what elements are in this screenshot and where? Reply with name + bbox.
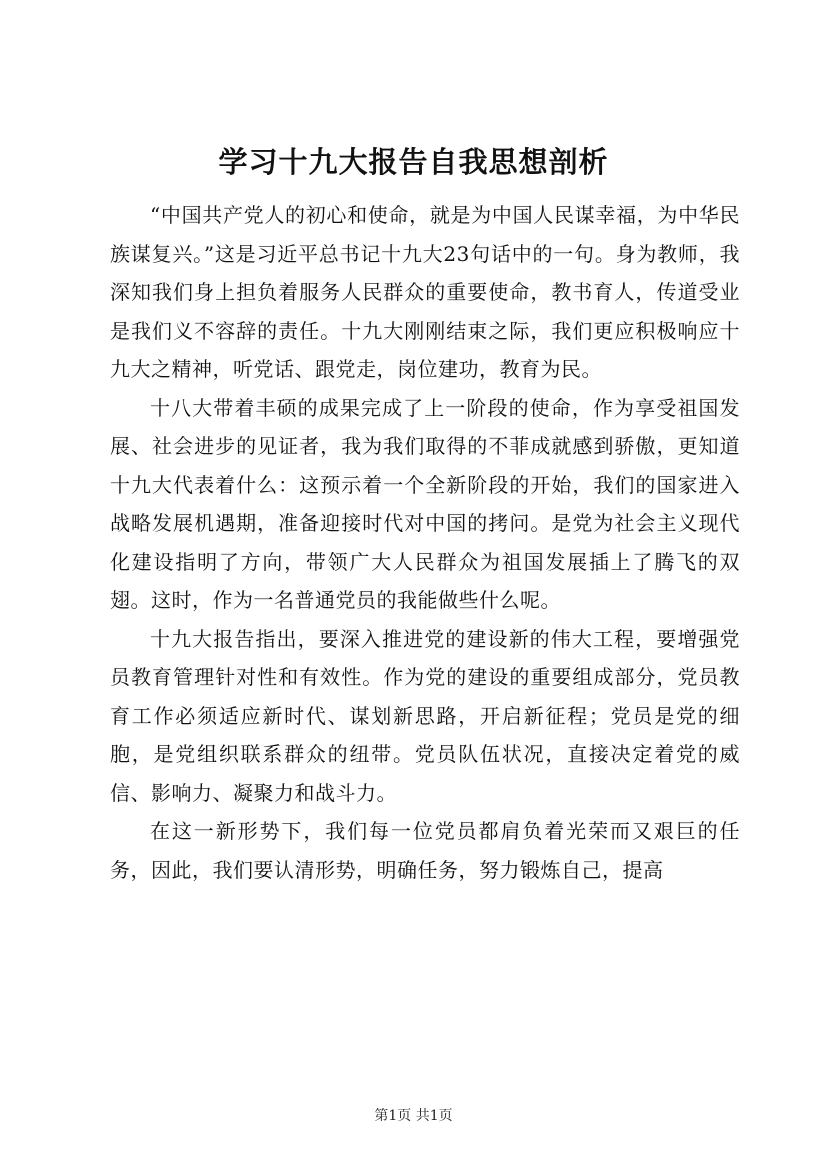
paragraph-3: 十九大报告指出，要深入推进党的建设新的伟大工程，要增强党员教育管理针对性和有效性。作为党的建设的重要组成部分，党员教育工作必须适应新时代、谋划新思路，开启新征程；党员是党的细胞，是党组织联系群众的纽带。党员队伍状况，直接决定着党的威信、影响力、凝聚力和战斗力。 [110, 626, 740, 805]
paragraph-2: 十八大带着丰硕的成果完成了上一阶段的使命，作为享受祖国发展、社会进步的见证者，我为我们取得的不菲成就感到骄傲，更知道十九大代表着什么：这预示着一个全新阶段的开始，我们的国家进入战略发展机遇期，准备迎接时代对中国的拷问。是党为社会主义现代化建设指明了方向，带领广大人民群众为祖国发展插上了腾飞的双翅。这时，作为一名普通党员的我能做些什么呢。 [110, 395, 740, 612]
paragraph-1: “中国共产党人的初心和使命，就是为中国人民谋幸福，为中华民族谋复兴。”这是习近平总书记十九大23句话中的一句。身为教师，我深知我们身上担负着服务人民群众的重要使命，教书育人，传道受业是我们义不容辞的责任。十九大刚刚结束之际，我们更应积极响应十九大之精神，听党话、跟党走，岗位建功，教育为民。 [110, 203, 740, 381]
page-number-footer: 第1页 共1页 [374, 1108, 453, 1124]
paragraph-4: 在这一新形势下，我们每一位党员都肩负着光荣而又艰巨的任务，因此，我们要认清形势，明确任务，努力锻炼自己，提高 [110, 819, 740, 882]
document-title: 学习十九大报告自我思想剖析 [218, 145, 609, 179]
document-body [110, 196, 740, 889]
